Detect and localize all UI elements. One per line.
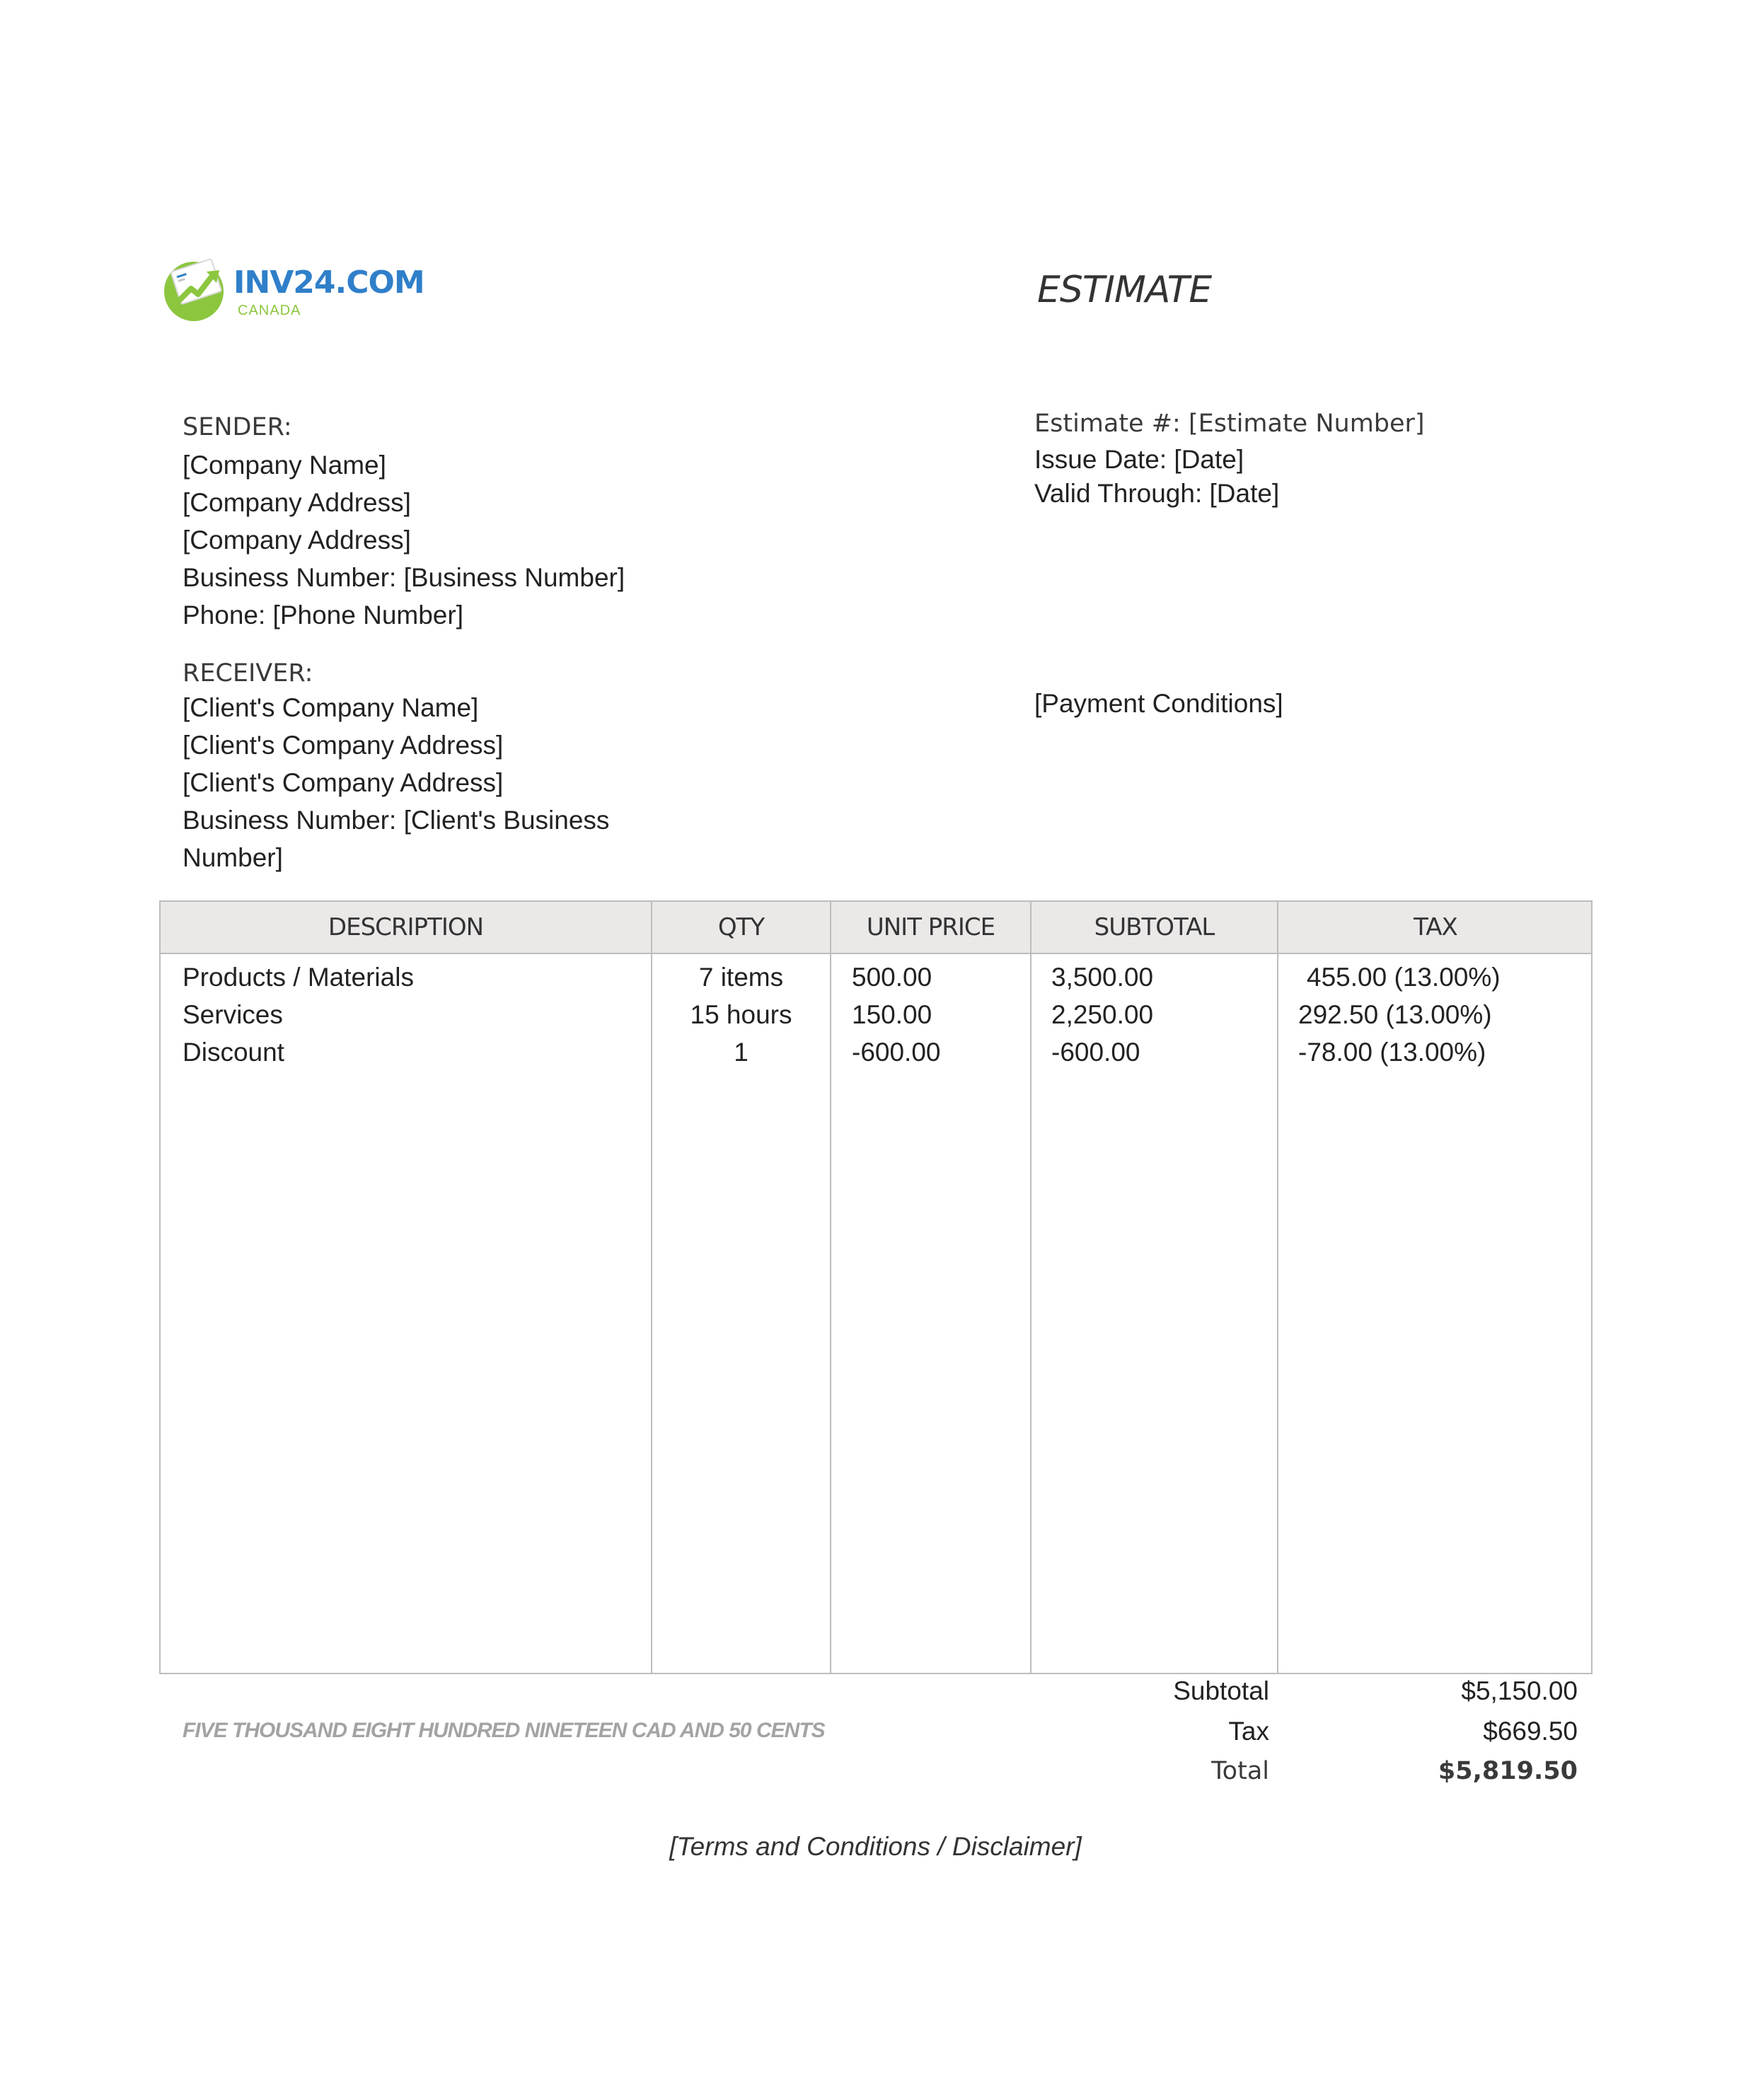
sender-line: [Company Address] xyxy=(183,488,411,517)
cell-tax: 455.00 (13.00%) xyxy=(1307,963,1501,992)
tax-label: Tax xyxy=(1228,1717,1269,1746)
estimate-number: Estimate #: [Estimate Number] xyxy=(1034,410,1425,438)
cell-qty: 7 items xyxy=(698,963,784,992)
subtotal-value: $5,150.00 xyxy=(1461,1676,1578,1705)
logo-wordmark: INV24.COM xyxy=(233,265,424,301)
items-table xyxy=(159,900,1593,1674)
column-divider xyxy=(1030,902,1031,1673)
header-description: DESCRIPTION xyxy=(328,913,484,941)
total-value: $5,819.50 xyxy=(1438,1757,1578,1785)
receiver-line: Number] xyxy=(183,843,283,872)
cell-tax: 292.50 (13.00%) xyxy=(1298,1000,1492,1029)
cell-subtotal: -600.00 xyxy=(1051,1038,1140,1067)
cell-unit-price: -600.00 xyxy=(852,1038,941,1067)
sender-line: Business Number: [Business Number] xyxy=(183,563,625,592)
header-qty: QTY xyxy=(717,913,765,941)
estimate-meta xyxy=(1034,405,1425,511)
cell-qty: 15 hours xyxy=(690,1000,792,1029)
issue-date: Issue Date: [Date] xyxy=(1034,445,1244,474)
header-unit-price: UNIT PRICE xyxy=(866,913,995,941)
sender-block xyxy=(183,409,625,634)
receiver-line: Business Number: [Client's Business xyxy=(183,806,610,835)
receiver-block xyxy=(183,658,609,876)
cell-unit-price: 500.00 xyxy=(852,963,932,992)
sender-line: Phone: [Phone Number] xyxy=(183,601,463,630)
company-logo xyxy=(160,252,424,323)
sender-line: [Company Name] xyxy=(183,451,386,480)
column-divider xyxy=(1277,902,1278,1673)
cell-subtotal: 3,500.00 xyxy=(1051,963,1154,992)
subtotal-label: Subtotal xyxy=(1173,1676,1269,1705)
logo-subtitle: CANADA xyxy=(238,303,301,318)
cell-description: Services xyxy=(183,1000,283,1029)
sender-line: [Company Address] xyxy=(183,526,411,555)
cell-description: Discount xyxy=(183,1038,284,1067)
receiver-line: [Client's Company Name] xyxy=(183,693,479,722)
amount-in-words: FIVE THOUSAND EIGHT HUNDRED NINETEEN CAD AND 50 CENTS xyxy=(183,1719,825,1742)
header-subtotal: SUBTOTAL xyxy=(1094,913,1215,941)
receiver-heading: RECEIVER: xyxy=(183,659,313,688)
logo-icon xyxy=(160,252,231,323)
document-title: ESTIMATE xyxy=(1037,269,1212,311)
total-label: Total xyxy=(1211,1757,1269,1785)
sender-heading: SENDER: xyxy=(183,413,292,441)
cell-description: Products / Materials xyxy=(183,963,414,992)
header-tax: TAX xyxy=(1414,913,1457,941)
cell-subtotal: 2,250.00 xyxy=(1051,1000,1154,1029)
tax-value: $669.50 xyxy=(1483,1717,1578,1746)
cell-tax: -78.00 (13.00%) xyxy=(1298,1038,1486,1067)
cell-qty: 1 xyxy=(734,1038,749,1067)
terms-and-conditions: [Terms and Conditions / Disclaimer] xyxy=(669,1832,1082,1861)
receiver-line: [Client's Company Address] xyxy=(183,731,504,760)
column-divider xyxy=(830,902,831,1673)
valid-through: Valid Through: [Date] xyxy=(1034,479,1280,508)
receiver-line: [Client's Company Address] xyxy=(183,768,504,797)
payment-conditions: [Payment Conditions] xyxy=(1034,689,1283,718)
cell-unit-price: 150.00 xyxy=(852,1000,932,1029)
